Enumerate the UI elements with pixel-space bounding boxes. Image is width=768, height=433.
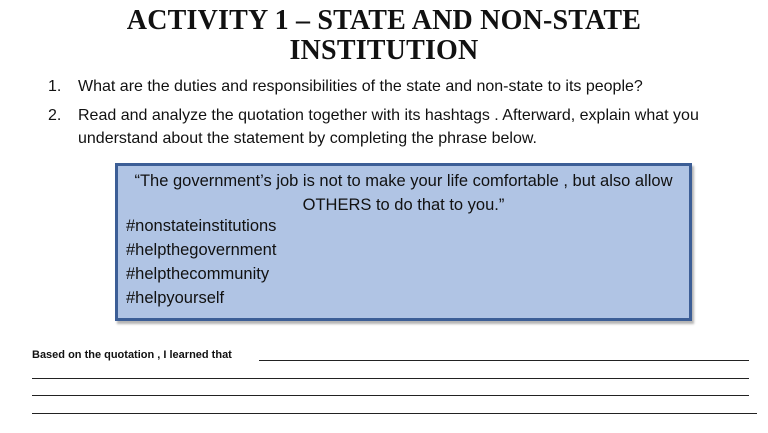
- answer-blank-line: [32, 395, 749, 396]
- quotation-box: [115, 163, 692, 321]
- title-line-2: INSTITUTION: [289, 35, 479, 66]
- question-number: 2.: [48, 107, 62, 124]
- question-text: Read and analyze the quotation together with its hashtags . Afterward, explain what you understand about the statement by completing the phrase below.: [78, 107, 699, 147]
- answer-blank-line: [32, 413, 757, 414]
- hashtag: #helpthegovernment: [126, 241, 277, 259]
- answer-blank-line: [32, 378, 749, 379]
- hashtag: #helpyourself: [126, 289, 225, 307]
- hashtag: #helpthecommunity: [126, 265, 270, 283]
- question-number: 1.: [48, 78, 62, 95]
- hashtag: #nonstateinstitutions: [126, 217, 277, 235]
- title-line-1: ACTIVITY 1 – STATE AND NON-STATE: [126, 5, 642, 36]
- completion-prompt-label: Based on the quotation , I learned that: [32, 349, 232, 361]
- quotation-text: “The government’s job is not to make your life comfortable , but also allow OTHERS to do that to you.”: [134, 172, 673, 214]
- activity-title: [0, 6, 768, 66]
- answer-blank-line: [259, 360, 749, 361]
- question-text: What are the duties and responsibilities of the state and non-state to its people?: [78, 78, 643, 95]
